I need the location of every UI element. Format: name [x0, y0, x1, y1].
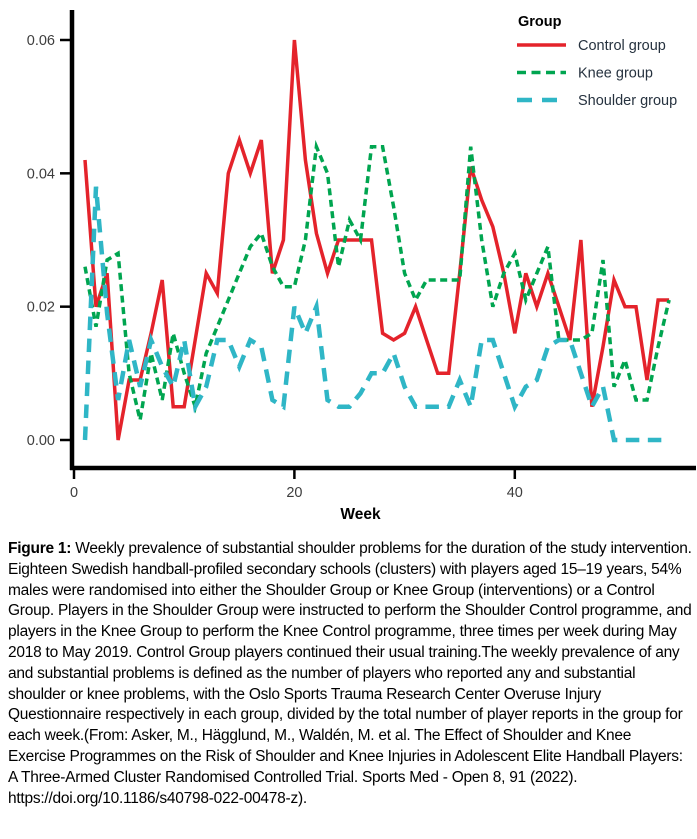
- legend-label-knee-group: Knee group: [578, 65, 653, 82]
- x-tick-label: 0: [69, 485, 79, 501]
- x-tick-label: 20: [286, 485, 303, 501]
- figure-caption: [8, 539, 692, 809]
- y-tick-label: 0.00: [26, 433, 55, 449]
- y-tick-label: 0.04: [26, 166, 55, 183]
- figure-caption-text: Weekly prevalence of substantial shoulder problems for the duration of the study intervention. Eighteen Swedish handball-profiled secondary schools (clusters) with players aged 15–19 years, 54% males were randomised into either the Shoulder Group or Knee Group (interventions) or a Control Group. Players in the Shoulder Group were instructed to perform the Shoulder Control programme, and players in the Knee Group to perform the Knee Control programme, three times per week during May 2018 to May 2019. Control Group players continued their usual training.The weekly prevalence of any and substantial problems is defined as the number of players who reported any and substantial shoulder or knee problems, with the Oslo Sports Trauma Research Center Overuse Injury Questionnaire respectively in each group, divided by the total number of player reports in the group for each week.(From: Asker, M., Hägglund, M., Waldén, M. et al. The Effect of Shoulder and Knee Exercise Programmes on the Risk of Shoulder and Knee Injuries in Adolescent Elite Handball Players: A Three-Armed Cluster Randomised Controlled Trial. Sports Med - Open 8, 91 (2022). https://doi.org/10.1186/s40798-022-00478-z).: [8, 540, 692, 807]
- legend-label-control-group: Control group: [578, 38, 666, 54]
- x-tick-label: 40: [506, 485, 523, 501]
- y-tick-label: 0.02: [26, 299, 55, 316]
- y-tick-label: 0.06: [26, 33, 55, 49]
- x-axis-title: Week: [340, 506, 381, 523]
- legend-title: Group: [518, 14, 562, 30]
- figure-caption-label: Figure 1:: [8, 540, 72, 557]
- legend-label-shoulder-group: Shoulder group: [578, 93, 678, 109]
